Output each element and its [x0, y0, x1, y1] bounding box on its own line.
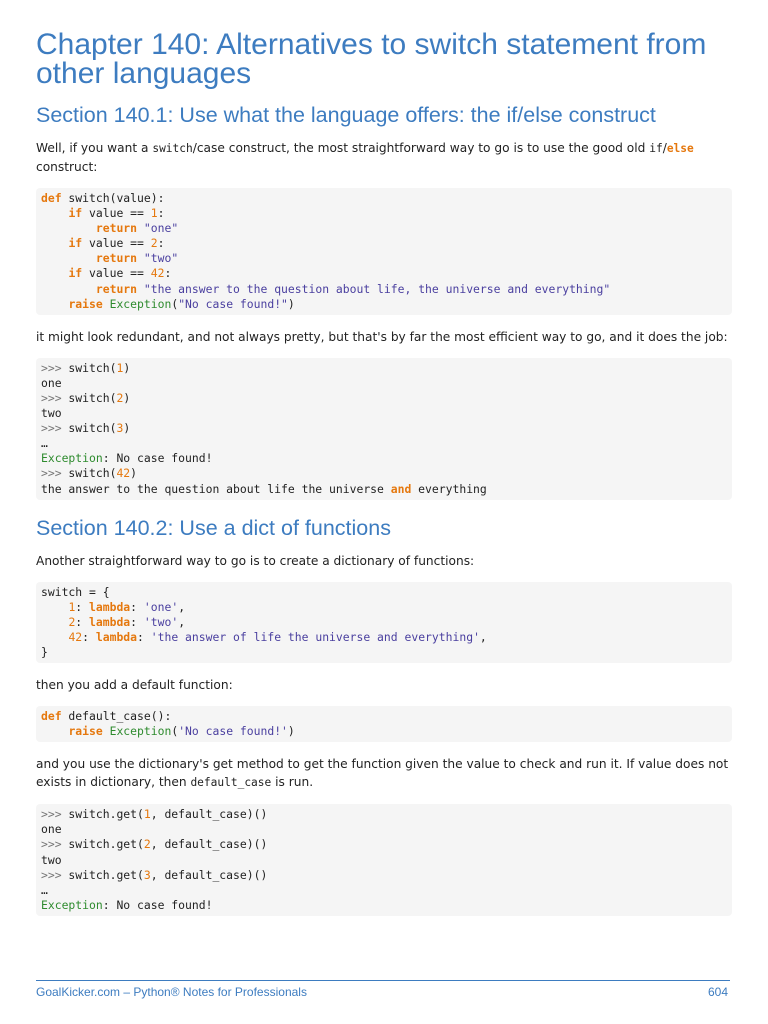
- page-content: [36, 30, 732, 916]
- code-block: >>> switch(1) one >>> switch(2) two >>> switch(3) … Exception: No case found! >>> switch(42) the answer to the question about life the universe and everything: [36, 358, 732, 500]
- paragraph: Well, if you want a switch/case construct, the most straightforward way to go is to use the good old if/else construct:: [36, 141, 694, 174]
- paragraph: it might look redundant, and not always pretty, but that's by far the most efficient way to go, and it does the job:: [36, 329, 728, 344]
- paragraph: Another straightforward way to go is to create a dictionary of functions:: [36, 553, 475, 568]
- section-title: Section 140.2: Use a dict of functions: [36, 515, 391, 540]
- code-block: >>> switch.get(1, default_case)() one >>> switch.get(2, default_case)() two >>> switch.get(3, default_case)() … Exception: No case found!: [36, 804, 732, 916]
- page-number: 604: [707, 985, 728, 999]
- code-block: def switch(value): if value == 1: return "one" if value == 2: return "two" if value == 42: return "the answer to the question about life, the universe and everything" raise Exception("No case found!"): [36, 188, 732, 315]
- chapter-title: Chapter 140: Alternatives to switch statement from other languages: [36, 28, 707, 90]
- section-title: Section 140.1: Use what the language offers: the if/else construct: [36, 103, 656, 127]
- page-footer: [36, 980, 730, 999]
- code-block: def default_case(): raise Exception('No case found!'): [36, 706, 732, 742]
- paragraph: and you use the dictionary's get method to get the function given the value to check and run it. If value does not exists in dictionary, then default_case is run.: [36, 757, 729, 790]
- footer-source: GoalKicker.com – Python® Notes for Professionals: [36, 985, 307, 999]
- paragraph: then you add a default function:: [36, 678, 233, 693]
- code-block: switch = { 1: lambda: 'one', 2: lambda: 'two', 42: lambda: 'the answer of life the universe and everything', }: [36, 582, 732, 663]
